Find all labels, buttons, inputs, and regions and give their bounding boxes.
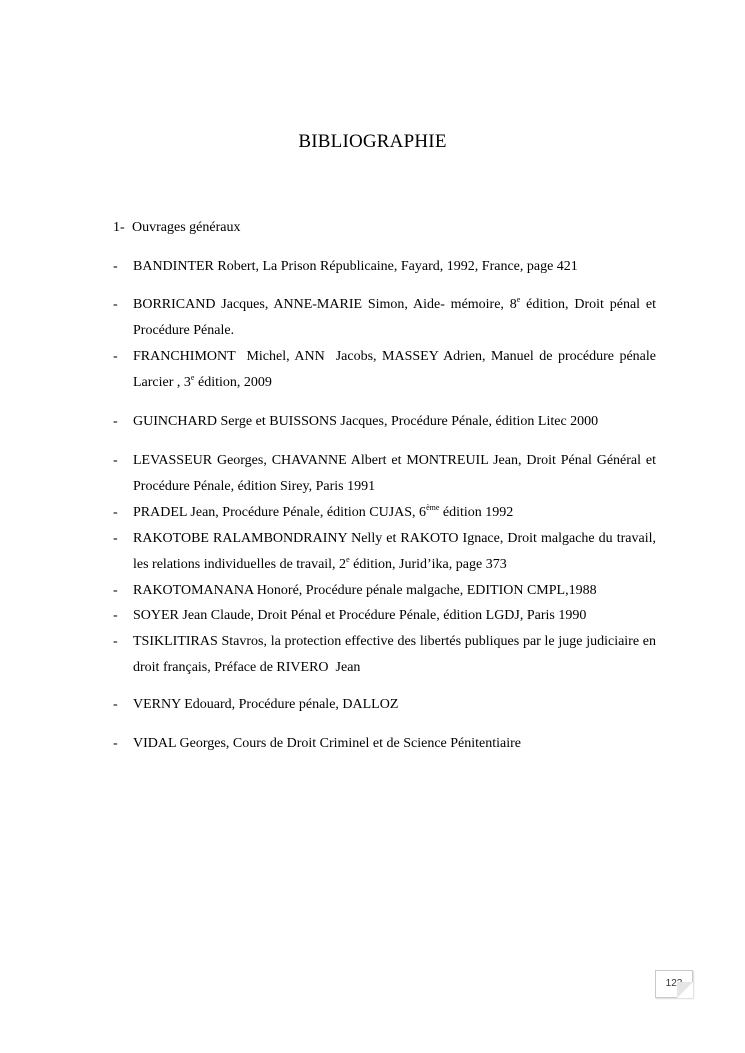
bibliography-entry [113,526,656,578]
bibliography-entry [113,409,656,435]
entry-bullet: - [113,736,118,751]
entry-bullet: - [113,697,118,712]
bibliography-entry [113,254,656,280]
entry-bullet: - [113,505,118,520]
page-title: BIBLIOGRAPHIE [298,131,447,152]
page-number: 122 [655,970,693,998]
entry-bullet: - [113,531,118,546]
bibliography-entry [113,603,656,629]
entry-text: VERNY Edouard, Procédure pénale, DALLOZ [133,697,399,712]
entry-text: SOYER Jean Claude, Droit Pénal et Procédure Pénale, édition LGDJ, Paris 1990 [133,608,587,623]
section-heading [113,220,240,236]
entry-text: BORRICAND Jacques, ANNE-MARIE Simon, Aide- mémoire, 8e édition, Droit pénal et Procédure Pénale. [133,295,656,338]
entry-text: RAKOTOBE RALAMBONDRAINY Nelly et RAKOTO Ignace, Droit malgache du travail, les relations individuelles de travail, 2e édition, Jurid’ika, page 373 [133,531,656,572]
page-corner-fold [677,982,693,998]
entry-text: RAKOTOMANANA Honoré, Procédure pénale malgache, EDITION CMPL,1988 [133,583,597,598]
entry-text: PRADEL Jean, Procédure Pénale, édition CUJAS, 6ème édition 1992 [133,503,514,520]
entry-bullet: - [113,349,118,364]
bibliography-entry [113,344,660,396]
entry-text: VIDAL Georges, Cours de Droit Criminel et de Science Pénitentiaire [133,736,522,751]
entry-text: FRANCHIMONT Michel, ANN Jacobs, MASSEY Adrien, Manuel de procédure pénale Larcier , 3e édition, 2009 [133,349,660,390]
entry-text: LEVASSEUR Georges, CHAVANNE Albert et MONTREUIL Jean, Droit Pénal Général et Procédure Pénale, édition Sirey, Paris 1991 [133,453,656,494]
bibliography-entry [113,692,656,718]
entry-text: GUINCHARD Serge et BUISSONS Jacques, Procédure Pénale, édition Litec 2000 [133,414,599,429]
entry-text: TSIKLITIRAS Stavros, la protection effective des libertés publiques par le juge judiciaire en droit français, Préface de RIVERO Jean [133,634,660,675]
entry-bullet: - [113,414,118,429]
entry-bullet: - [113,608,118,623]
entry-bullet: - [113,259,118,274]
bibliography-entry [113,731,656,757]
bibliography-entry [113,448,656,500]
bibliography-entry [113,292,656,344]
bibliography-entry [113,578,656,604]
bibliography-entry [113,629,660,681]
entry-bullet: - [113,297,118,312]
entry-bullet: - [113,453,118,468]
entry-bullet: - [113,634,118,649]
section-label: Ouvrages généraux [132,220,241,235]
entry-bullet: - [113,583,118,598]
bibliography-entry [113,500,656,526]
section-number: 1- [113,220,125,235]
entry-text: BANDINTER Robert, La Prison Républicaine, Fayard, 1992, France, page 421 [133,259,578,274]
